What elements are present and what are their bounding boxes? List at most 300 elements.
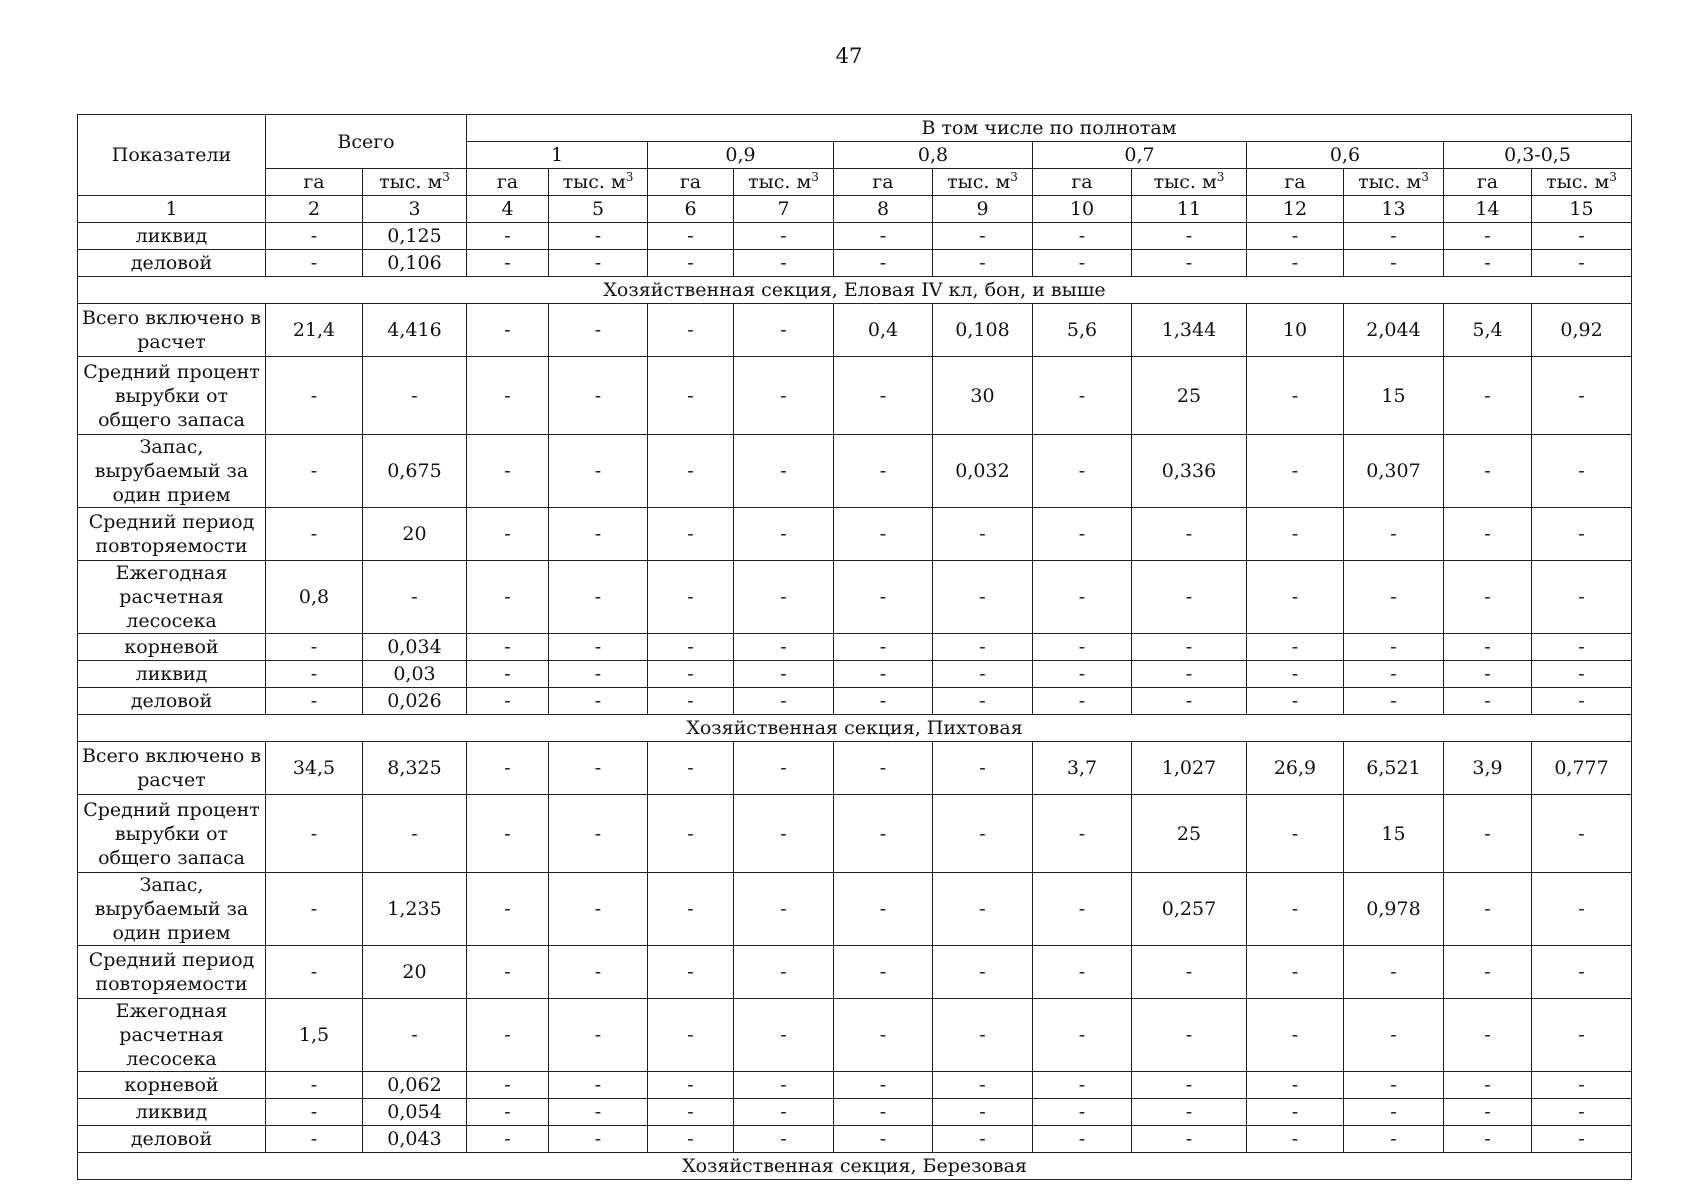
table-row — [78, 1072, 1632, 1099]
table-cell: - — [834, 688, 933, 715]
table-row — [78, 742, 1632, 795]
table-row — [78, 873, 1632, 946]
table-row — [78, 999, 1632, 1072]
table-cell: 34,5 — [266, 742, 363, 795]
page-number: 47 — [835, 44, 863, 68]
table-cell: - — [1247, 250, 1344, 277]
unit-volume — [1532, 169, 1632, 196]
table-cell: - — [266, 946, 363, 999]
table-cell: - — [1132, 661, 1247, 688]
column-number: 1 — [78, 196, 266, 223]
table-cell: - — [1033, 661, 1132, 688]
table-cell: - — [1132, 1126, 1247, 1153]
table-cell: - — [1344, 1099, 1444, 1126]
table-cell: - — [1033, 688, 1132, 715]
table-cell: - — [467, 873, 549, 946]
table-cell: - — [933, 999, 1033, 1072]
row-label: Всего включено в расчет — [78, 304, 266, 357]
table-cell: - — [363, 357, 467, 435]
unit-ha: га — [1247, 169, 1344, 196]
table-cell: - — [1247, 634, 1344, 661]
table-cell: - — [1033, 357, 1132, 435]
table-cell: - — [1444, 634, 1532, 661]
table-cell: - — [648, 661, 734, 688]
table-cell: - — [734, 1099, 834, 1126]
table-cell: - — [549, 795, 648, 873]
table-cell: - — [266, 508, 363, 561]
table-cell: - — [549, 250, 648, 277]
table-cell: - — [266, 873, 363, 946]
table-cell: - — [1532, 508, 1632, 561]
table-cell: - — [1444, 999, 1532, 1072]
table-cell: 2,044 — [1344, 304, 1444, 357]
table-cell: - — [1033, 1099, 1132, 1126]
table-cell: - — [266, 357, 363, 435]
table-cell: 0,777 — [1532, 742, 1632, 795]
table-cell: 1,5 — [266, 999, 363, 1072]
table-cell: - — [266, 1099, 363, 1126]
table-cell: - — [1033, 873, 1132, 946]
unit-volume-text: тыс. м — [947, 171, 1011, 193]
unit-volume — [549, 169, 648, 196]
table-cell: - — [467, 561, 549, 634]
unit-ha: га — [1444, 169, 1532, 196]
table-cell: - — [1444, 1126, 1532, 1153]
table-cell: - — [933, 1072, 1033, 1099]
table-cell: - — [1247, 1072, 1344, 1099]
table-cell: 0,307 — [1344, 435, 1444, 508]
table-cell: - — [467, 223, 549, 250]
table-cell: - — [648, 634, 734, 661]
table-cell: - — [266, 688, 363, 715]
table-cell: 0,8 — [266, 561, 363, 634]
table-cell: - — [648, 795, 734, 873]
table-cell: - — [834, 634, 933, 661]
table-cell: - — [1532, 435, 1632, 508]
table-cell: 1,235 — [363, 873, 467, 946]
table-row — [78, 223, 1632, 250]
table-cell: 10 — [1247, 304, 1344, 357]
table-cell: - — [363, 561, 467, 634]
unit-volume-text: тыс. м — [1358, 171, 1422, 193]
table-cell: - — [1247, 661, 1344, 688]
table-cell: - — [1532, 357, 1632, 435]
section-row — [78, 715, 1632, 742]
table-cell: - — [1247, 1099, 1344, 1126]
table-cell: - — [648, 508, 734, 561]
table-cell: - — [834, 435, 933, 508]
table-cell: - — [834, 1126, 933, 1153]
unit-volume-exponent: 3 — [1421, 170, 1429, 184]
table-cell: - — [933, 223, 1033, 250]
table-cell: - — [1532, 946, 1632, 999]
table-cell: - — [648, 873, 734, 946]
table-cell: - — [467, 661, 549, 688]
unit-ha: га — [1033, 169, 1132, 196]
unit-volume-exponent: 3 — [1216, 170, 1225, 184]
table-cell: - — [1247, 946, 1344, 999]
table-cell: - — [734, 508, 834, 561]
column-number: 5 — [549, 196, 648, 223]
column-number: 14 — [1444, 196, 1532, 223]
table-cell: - — [1033, 946, 1132, 999]
table-cell: - — [467, 357, 549, 435]
table-cell: - — [1344, 688, 1444, 715]
table-cell: - — [933, 634, 1033, 661]
table-cell: - — [648, 742, 734, 795]
table-row — [78, 661, 1632, 688]
table-cell: - — [549, 1099, 648, 1126]
section-row — [78, 1153, 1632, 1180]
table-cell: - — [467, 508, 549, 561]
unit-volume-text: тыс. м — [379, 171, 443, 193]
table-cell: - — [734, 742, 834, 795]
table-cell: 3,7 — [1033, 742, 1132, 795]
table-cell: - — [1247, 688, 1344, 715]
table-row — [78, 508, 1632, 561]
column-number: 7 — [734, 196, 834, 223]
table-cell: - — [549, 508, 648, 561]
table-row — [78, 561, 1632, 634]
section-title: Хозяйственная секция, Еловая IV кл, бон, и выше — [78, 277, 1632, 304]
table-cell: - — [1532, 688, 1632, 715]
table-cell: - — [933, 250, 1033, 277]
table-cell: - — [1444, 946, 1532, 999]
table-cell: - — [834, 357, 933, 435]
table-cell: - — [1247, 435, 1344, 508]
row-label: Ежегодная расчетная лесосека — [78, 561, 266, 634]
table-cell: 25 — [1132, 795, 1247, 873]
table-cell: - — [648, 1072, 734, 1099]
table-cell: - — [266, 1072, 363, 1099]
unit-volume-text: тыс. м — [562, 171, 626, 193]
column-number: 2 — [266, 196, 363, 223]
table-cell: - — [648, 1099, 734, 1126]
table-cell: 0,106 — [363, 250, 467, 277]
unit-volume-text: тыс. м — [1153, 171, 1217, 193]
table-cell: 0,032 — [933, 435, 1033, 508]
table-cell: - — [1132, 223, 1247, 250]
table-cell: - — [1344, 223, 1444, 250]
table-cell: - — [1132, 999, 1247, 1072]
table-cell: 0,03 — [363, 661, 467, 688]
unit-volume — [933, 169, 1033, 196]
table-cell: - — [1344, 1126, 1444, 1153]
table-cell: - — [549, 742, 648, 795]
table-cell: - — [549, 357, 648, 435]
table-cell: - — [1033, 561, 1132, 634]
table-cell: - — [549, 561, 648, 634]
table-row — [78, 304, 1632, 357]
table-cell: 4,416 — [363, 304, 467, 357]
table-cell: - — [734, 634, 834, 661]
table-cell: - — [734, 304, 834, 357]
table-cell: - — [1344, 1072, 1444, 1099]
table-cell: - — [467, 1099, 549, 1126]
header-by-density: В том числе по полнотам — [467, 115, 1632, 142]
table-cell: - — [549, 435, 648, 508]
unit-ha: га — [834, 169, 933, 196]
table-cell: - — [549, 946, 648, 999]
table-row — [78, 435, 1632, 508]
header-total: Всего — [266, 115, 467, 169]
table-cell: - — [1132, 250, 1247, 277]
table-cell: 0,062 — [363, 1072, 467, 1099]
table-cell: - — [1033, 634, 1132, 661]
table-cell: 21,4 — [266, 304, 363, 357]
table-cell: - — [734, 999, 834, 1072]
table-cell: - — [734, 357, 834, 435]
table-cell: - — [1532, 1126, 1632, 1153]
table-cell: - — [834, 508, 933, 561]
table-cell: - — [467, 795, 549, 873]
table-cell: - — [933, 661, 1033, 688]
table-cell: - — [1444, 1099, 1532, 1126]
unit-volume — [1344, 169, 1444, 196]
table-cell: - — [1247, 795, 1344, 873]
unit-volume-exponent: 3 — [625, 170, 634, 184]
table-cell: - — [933, 742, 1033, 795]
row-label: корневой — [78, 1072, 266, 1099]
unit-volume-text: тыс. м — [1546, 171, 1610, 193]
table-cell: - — [363, 999, 467, 1072]
table-cell: - — [834, 742, 933, 795]
table-cell: 8,325 — [363, 742, 467, 795]
table-cell: - — [648, 250, 734, 277]
header-indicator: Показатели — [78, 115, 266, 196]
forest-harvest-table — [77, 114, 1632, 1180]
table-cell: - — [1344, 634, 1444, 661]
table-cell: - — [648, 435, 734, 508]
table-cell: - — [734, 223, 834, 250]
table-cell: 5,4 — [1444, 304, 1532, 357]
section-title: Хозяйственная секция, Пихтовая — [78, 715, 1632, 742]
row-label: деловой — [78, 250, 266, 277]
table-cell: - — [1247, 357, 1344, 435]
unit-ha: га — [266, 169, 363, 196]
table-row — [78, 1126, 1632, 1153]
row-label: корневой — [78, 634, 266, 661]
table-cell: - — [1033, 795, 1132, 873]
table-cell: - — [1247, 508, 1344, 561]
table-cell: - — [1532, 561, 1632, 634]
table-cell: - — [834, 946, 933, 999]
table-cell: - — [467, 742, 549, 795]
table-cell: 0,125 — [363, 223, 467, 250]
table-cell: 30 — [933, 357, 1033, 435]
column-number: 12 — [1247, 196, 1344, 223]
table-cell: 0,054 — [363, 1099, 467, 1126]
table-cell: - — [1444, 357, 1532, 435]
table-cell: - — [1444, 223, 1532, 250]
table-cell: - — [1444, 661, 1532, 688]
table-cell: - — [933, 508, 1033, 561]
table-cell: 0,043 — [363, 1126, 467, 1153]
table-cell: - — [834, 561, 933, 634]
table-cell: 0,92 — [1532, 304, 1632, 357]
table-cell: - — [1132, 946, 1247, 999]
table-cell: - — [734, 946, 834, 999]
unit-volume — [1132, 169, 1247, 196]
table-cell: - — [1033, 1072, 1132, 1099]
table-cell: - — [1444, 435, 1532, 508]
table-cell: - — [467, 688, 549, 715]
table-cell: - — [266, 250, 363, 277]
column-number: 15 — [1532, 196, 1632, 223]
column-number: 9 — [933, 196, 1033, 223]
table-cell: - — [467, 304, 549, 357]
table-cell: - — [1532, 999, 1632, 1072]
table-cell: 20 — [363, 946, 467, 999]
table-cell: - — [467, 999, 549, 1072]
table-cell: - — [1247, 873, 1344, 946]
table-cell: - — [648, 304, 734, 357]
table-cell: - — [648, 223, 734, 250]
density-header: 0,6 — [1247, 142, 1444, 169]
table-cell: - — [1033, 223, 1132, 250]
table-cell: - — [1444, 873, 1532, 946]
table-cell: - — [1033, 508, 1132, 561]
table-cell: - — [1132, 634, 1247, 661]
table-cell: - — [1444, 508, 1532, 561]
row-label: деловой — [78, 688, 266, 715]
table-cell: 0,108 — [933, 304, 1033, 357]
row-label: Средний процент вырубки от общего запаса — [78, 357, 266, 435]
table-cell: - — [266, 661, 363, 688]
table-cell: 1,027 — [1132, 742, 1247, 795]
table-cell: - — [933, 873, 1033, 946]
table-cell: 0,026 — [363, 688, 467, 715]
table-cell: - — [467, 250, 549, 277]
table-cell: - — [549, 1072, 648, 1099]
table-cell: - — [933, 1126, 1033, 1153]
table-row — [78, 795, 1632, 873]
section-title: Хозяйственная секция, Березовая — [78, 1153, 1632, 1180]
table-cell: 15 — [1344, 795, 1444, 873]
table-cell: - — [1132, 688, 1247, 715]
table-cell: - — [549, 688, 648, 715]
table-cell: - — [266, 634, 363, 661]
table-cell: - — [549, 999, 648, 1072]
table-cell: - — [1132, 1099, 1247, 1126]
table-cell: - — [549, 223, 648, 250]
density-header: 0,9 — [648, 142, 834, 169]
table-cell: - — [734, 1126, 834, 1153]
table-row — [78, 634, 1632, 661]
table-cell: - — [1532, 250, 1632, 277]
table-cell: - — [734, 435, 834, 508]
table-cell: - — [266, 795, 363, 873]
table-cell: - — [1247, 223, 1344, 250]
table-cell: - — [549, 873, 648, 946]
column-number: 10 — [1033, 196, 1132, 223]
table-row — [78, 357, 1632, 435]
table-cell: - — [1444, 561, 1532, 634]
table-cell: 6,521 — [1344, 742, 1444, 795]
table-cell: - — [549, 661, 648, 688]
unit-header-row — [78, 169, 1632, 196]
row-label: Средний процент вырубки от общего запаса — [78, 795, 266, 873]
table-cell: - — [1532, 634, 1632, 661]
table-cell: - — [1344, 561, 1444, 634]
table-cell: - — [266, 435, 363, 508]
table-cell: 0,257 — [1132, 873, 1247, 946]
table-cell: 25 — [1132, 357, 1247, 435]
table-cell: - — [1444, 795, 1532, 873]
table-cell: - — [1344, 661, 1444, 688]
table-row — [78, 1099, 1632, 1126]
table-cell: - — [734, 688, 834, 715]
section-row — [78, 277, 1632, 304]
table-cell: - — [1532, 795, 1632, 873]
table-cell: - — [648, 999, 734, 1072]
column-number-row — [78, 196, 1632, 223]
table-cell: - — [1247, 999, 1344, 1072]
table-cell: - — [933, 688, 1033, 715]
table-cell: - — [1033, 1126, 1132, 1153]
unit-volume-exponent: 3 — [1010, 170, 1018, 184]
table-cell: 1,344 — [1132, 304, 1247, 357]
row-label: Запас, вырубаемый за один прием — [78, 873, 266, 946]
table-cell: - — [933, 946, 1033, 999]
table-header — [78, 115, 1632, 223]
table-cell: - — [734, 561, 834, 634]
unit-volume — [734, 169, 834, 196]
table-row — [78, 250, 1632, 277]
density-header: 0,7 — [1033, 142, 1247, 169]
unit-ha: га — [467, 169, 549, 196]
column-number: 4 — [467, 196, 549, 223]
table-cell: 0,034 — [363, 634, 467, 661]
table-cell: - — [1344, 250, 1444, 277]
table-cell: - — [467, 946, 549, 999]
table-cell: - — [1532, 1099, 1632, 1126]
table-cell: - — [834, 1099, 933, 1126]
table-cell: - — [834, 999, 933, 1072]
table-cell: - — [1344, 999, 1444, 1072]
table-cell: 3,9 — [1444, 742, 1532, 795]
column-number: 6 — [648, 196, 734, 223]
table-cell: - — [1532, 1072, 1632, 1099]
table-cell: - — [734, 1072, 834, 1099]
table-cell: - — [1033, 999, 1132, 1072]
table-cell: - — [266, 223, 363, 250]
row-label: ликвид — [78, 223, 266, 250]
unit-volume-exponent: 3 — [1609, 170, 1617, 184]
table-cell: 0,336 — [1132, 435, 1247, 508]
table-cell: - — [834, 873, 933, 946]
table-cell: - — [1033, 250, 1132, 277]
row-label: Ежегодная расчетная лесосека — [78, 999, 266, 1072]
density-header: 1 — [467, 142, 648, 169]
table-cell: - — [1532, 873, 1632, 946]
table-cell: - — [834, 250, 933, 277]
table-cell: - — [734, 661, 834, 688]
row-label: Средний период повторяемости — [78, 946, 266, 999]
table-cell: - — [1444, 1072, 1532, 1099]
table-cell: 0,978 — [1344, 873, 1444, 946]
table-cell: - — [734, 873, 834, 946]
table-cell: - — [467, 435, 549, 508]
table-cell: - — [363, 795, 467, 873]
table-cell: - — [549, 634, 648, 661]
table-cell: 5,6 — [1033, 304, 1132, 357]
table-cell: - — [1132, 508, 1247, 561]
table-cell: - — [648, 1126, 734, 1153]
row-label: Средний период повторяемости — [78, 508, 266, 561]
unit-volume-text: тыс. м — [748, 171, 812, 193]
table-cell: - — [648, 688, 734, 715]
